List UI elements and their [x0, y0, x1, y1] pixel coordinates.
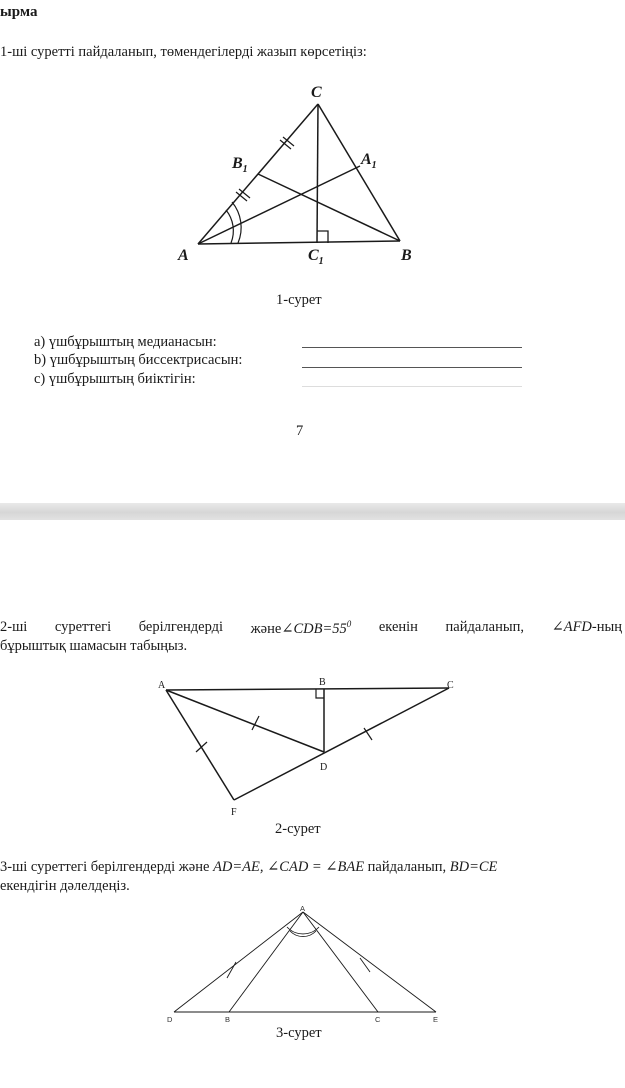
task2-text-line2: бұрыштық шамасын табыңыз. [0, 638, 188, 654]
figure-1-triangle [160, 75, 440, 275]
label-f: F [231, 807, 237, 818]
tick-ae [360, 958, 370, 972]
answer-line-a[interactable] [302, 347, 522, 348]
right-angle-mark-b [316, 689, 324, 698]
figure-1-caption: 1-сурет [276, 292, 322, 308]
figure-2-triangle [150, 670, 470, 820]
side-bc [318, 104, 400, 241]
task1-item-c: с) үшбұрыштың биіктігін: [34, 371, 196, 387]
task2-text-line1: 2-ші суреттегі берілгендерді $және\angle CDB=55^0$ екенін пайдаланып, ∠AFD-ның [0, 619, 622, 637]
label-a: A [158, 680, 166, 691]
label-b1: $B_1$ [232, 155, 248, 175]
segment-fc [234, 688, 449, 800]
figure-2-caption: 2-сурет [275, 821, 321, 837]
median-bb1 [258, 174, 400, 241]
label-c: C [311, 84, 322, 101]
segment-ae [303, 912, 436, 1012]
label-e: E [433, 1015, 439, 1024]
segment-af [166, 690, 234, 800]
label-c: C [447, 680, 454, 691]
page-number: 7 [296, 423, 304, 439]
figure-3-caption: 3-сурет [276, 1025, 322, 1041]
task3-text-line1: 3-ші суреттегі берілгендерді және AD=AE, ∠CAD = ∠BAE пайдаланып, BD=CE [0, 859, 498, 875]
label-d: D [320, 762, 328, 773]
bisector-aa1 [198, 166, 360, 244]
altitude-cc1 [317, 104, 318, 243]
segment-ac [166, 688, 449, 690]
segment-ad [174, 912, 303, 1012]
label-a1: $A_1$ [361, 151, 377, 171]
label-c1: $C_1$ [308, 247, 324, 267]
page-separator [0, 503, 625, 520]
label-b: B [225, 1015, 231, 1024]
right-angle-mark [317, 231, 328, 243]
label-c: C [375, 1015, 381, 1024]
tick-af [196, 742, 207, 752]
tick-ad [252, 716, 259, 730]
section-title: ырма [0, 4, 38, 20]
task3-text-line2: екендігін дәлелдеңіз. [0, 878, 130, 894]
segment-ac [303, 912, 378, 1012]
segment-ad [166, 690, 324, 752]
answer-line-c[interactable] [302, 386, 522, 387]
task1-text: 1-ші суретті пайдаланып, төмендегілерді жазып көрсетіңіз: [0, 44, 367, 60]
figure-3-triangle [160, 898, 450, 1028]
answer-line-b[interactable] [302, 367, 522, 368]
task1-item-a: а) үшбұрыштың медианасын: [34, 334, 217, 350]
segment-ab [229, 912, 303, 1012]
tick-mark-upper [280, 137, 294, 149]
side-ab [198, 241, 400, 244]
label-a: A [300, 904, 306, 913]
label-b: B [319, 677, 326, 688]
angle-arc-inner [226, 210, 233, 243]
label-a: A [178, 247, 189, 264]
task1-item-b: b) үшбұрыштың биссектрисасын: [34, 352, 243, 368]
label-d: D [167, 1015, 173, 1024]
label-b: B [401, 247, 412, 264]
